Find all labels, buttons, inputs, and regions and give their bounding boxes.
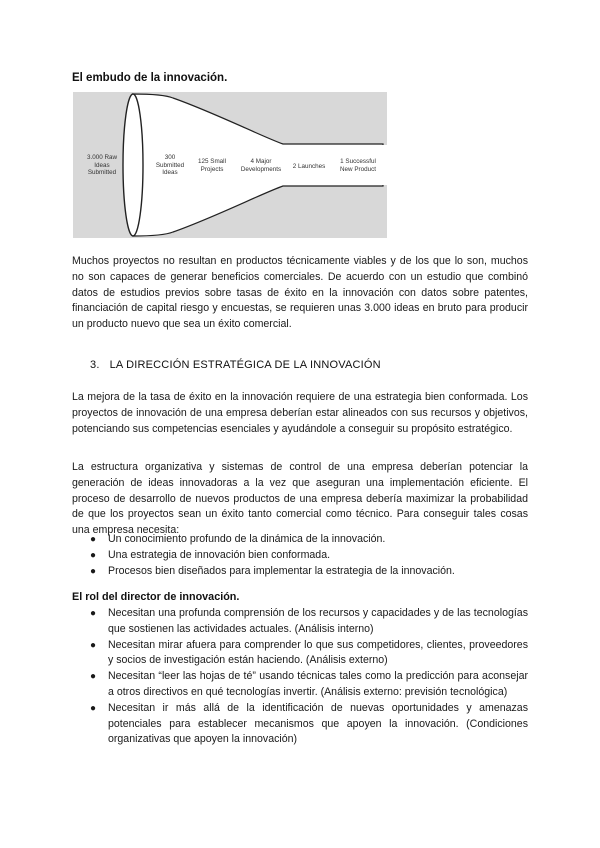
innovation-funnel-figure bbox=[73, 92, 387, 238]
funnel-label-raw-ideas: 3.000 Raw Ideas Submitted bbox=[86, 154, 118, 177]
funnel-label-major-developments: 4 Major Developments bbox=[240, 158, 282, 173]
role-subheading: El rol del director de innovación. bbox=[72, 591, 240, 603]
list-item: ● Necesitan “leer las hojas de té” usando técnicas tales como la predicción para aconsejar a otros directivos en qué tecnologías invertir. (Análisis externo: previsión tecnológica) bbox=[90, 670, 528, 698]
list-item: ● Una estrategia de innovación bien conformada. bbox=[72, 548, 528, 564]
funnel-mouth bbox=[123, 94, 143, 236]
section-number: 3. bbox=[90, 359, 100, 371]
section-heading bbox=[90, 359, 381, 371]
funnel-heading: El embudo de la innovación. bbox=[72, 72, 228, 84]
paragraph-structure: La estructura organizativa y sistemas de control de una empresa deberían potenciar la generación de ideas innovadoras a la vez que aseguran una implementación eficiente. El proceso de desarrollo de nuevos productos de una empresa debería maximizar la probabilidad de que los proyectos sean un éxito tanto comercial como técnico. Para conseguir tales cosas una empresa necesita: bbox=[72, 461, 528, 537]
list-item: ● Un conocimiento profundo de la dinámica de la innovación. bbox=[72, 532, 528, 548]
bullet-icon: ● bbox=[90, 549, 97, 561]
list-item: ● Necesitan mirar afuera para comprender lo que sus competidores, clientes, proveedores y socios de investigación están haciendo. (Análisis externo) bbox=[90, 638, 528, 667]
funnel-label-launches: 2 Launches bbox=[292, 163, 326, 170]
bullet-icon: ● bbox=[90, 534, 97, 545]
bullet-icon: ● bbox=[90, 608, 97, 619]
list-item: ● Procesos bien diseñados para implementar la estrategia de la innovación. bbox=[72, 564, 528, 580]
roles-list bbox=[72, 606, 528, 748]
bullet-icon: ● bbox=[90, 565, 97, 577]
paragraph-funnel-explanation: Muchos proyectos no resultan en productos técnicamente viables y de los que lo son, muchos no son capaces de generar beneficios comerciales. De acuerdo con un estudio que combinó datos de estudios previos sobre tasas de éxito en la innovación con datos sobre patentes, financiación de capital riesgo y encuestas, se requieren unas 3.000 ideas en bruto para producir un producto nuevo que sea un éxito comercial. bbox=[72, 255, 528, 331]
bullet-icon: ● bbox=[90, 702, 97, 714]
list-item: ● Necesitan una profunda comprensión de los recursos y capacidades y de las tecnologías que sostienen las actividades actuales. (Análisis interno) bbox=[90, 607, 528, 635]
bullet-icon: ● bbox=[90, 671, 97, 683]
funnel-label-successful: 1 Successful New Product bbox=[339, 158, 377, 173]
bullet-icon: ● bbox=[90, 639, 97, 651]
paragraph-strategy: La mejora de la tasa de éxito en la innovación requiere de una estrategia bien conformada. Los proyectos de innovación de una empresa deberían estar alineados con sus recursos y objetivos, potenciando sus competencias esenciales y ayudándole a conseguir su propósito estratégico. bbox=[72, 391, 528, 435]
funnel-label-submitted: 300 Submitted Ideas bbox=[155, 154, 185, 177]
funnel-label-small-projects: 125 Small Projects bbox=[197, 158, 226, 173]
needs-list bbox=[72, 532, 528, 579]
list-item: ● Necesitan ir más allá de la identificación de nuevas oportunidades y amenazas potenciales para establecer mecanismos que apoyen la innovación. (Condiciones organizativas que apoyen la innovación) bbox=[90, 701, 528, 746]
section-title: LA DIRECCIÓN ESTRATÉGICA DE LA INNOVACIÓN bbox=[109, 359, 381, 371]
